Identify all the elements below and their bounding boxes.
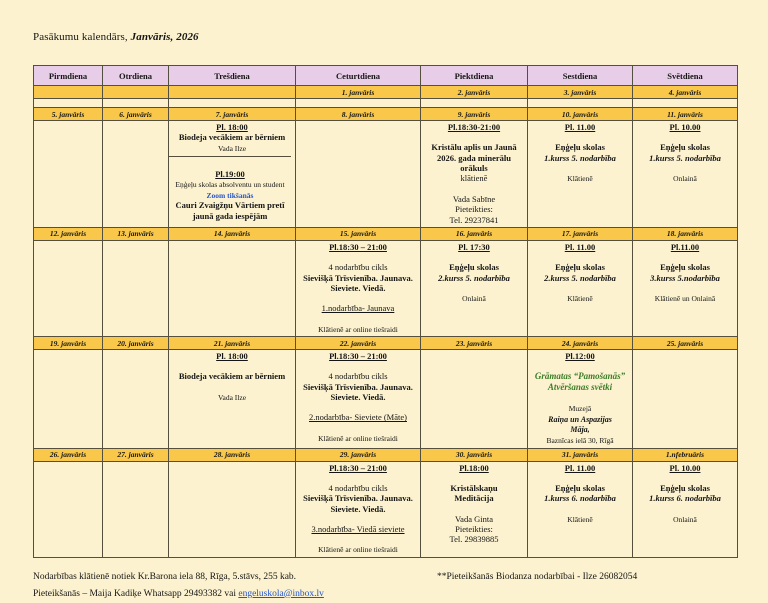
event-text: Klātienē ar online tiešraidi xyxy=(318,545,398,555)
event-line xyxy=(635,463,735,473)
page-title-month: Janvāris, 2026 xyxy=(130,31,199,43)
event-line xyxy=(530,142,630,152)
date-cell: 13. janvāris xyxy=(103,227,169,240)
event-text: Baznīcas ielā 30, Rīgā xyxy=(546,436,614,446)
event-text: klātienē xyxy=(460,173,488,184)
event-line-spacer xyxy=(530,393,630,403)
event-text: Klātienē un Onlainā xyxy=(654,293,716,303)
event-text: Sievišķā Trīsvienība. Jaunava. Sieviete. Viedā. xyxy=(303,272,413,293)
event xyxy=(171,351,293,402)
event-text: Pl. 18:00 xyxy=(216,122,248,132)
date-row xyxy=(34,108,738,121)
event-text: 1.kurss 6. nodarbība xyxy=(649,493,721,504)
date-cell: 8. janvāris xyxy=(296,108,421,121)
event xyxy=(298,351,418,443)
event-line xyxy=(298,463,418,473)
event-text: Eņģeļu skolas xyxy=(555,142,605,153)
event-text: Pieteikties: xyxy=(455,204,493,215)
event-text: Klātienē ar online tiešraidi xyxy=(318,433,398,443)
date-cell: 15. janvāris xyxy=(296,227,421,240)
event-text: Pl. 10.00 xyxy=(669,462,701,473)
event-line xyxy=(635,273,735,283)
event-cell xyxy=(169,240,296,336)
email-link[interactable]: engeluskola@inbox.lv xyxy=(238,588,324,599)
event-row xyxy=(34,350,738,449)
footer-contact-line xyxy=(33,586,753,603)
event-line xyxy=(530,153,630,163)
event-line xyxy=(635,242,735,252)
event xyxy=(298,463,418,555)
event-cell xyxy=(633,121,738,228)
event-line-spacer xyxy=(530,361,630,371)
page-title-prefix: Pasākumu kalendārs, xyxy=(33,31,131,43)
event-line xyxy=(423,242,525,252)
event-text: Onlainā xyxy=(673,514,697,524)
date-cell: 3. janvāris xyxy=(528,86,633,99)
event-cell xyxy=(421,121,528,228)
calendar-body xyxy=(34,86,738,558)
date-cell: 17. janvāris xyxy=(528,227,633,240)
event-line-spacer xyxy=(635,283,735,293)
date-cell: 2. janvāris xyxy=(421,86,528,99)
date-cell xyxy=(34,86,103,99)
event-line xyxy=(530,242,630,252)
event-cell xyxy=(103,240,169,336)
date-row xyxy=(34,86,738,99)
date-cell: 5. janvāris xyxy=(34,108,103,121)
event-line xyxy=(423,524,525,534)
event-cell xyxy=(296,121,421,228)
event-line xyxy=(423,293,525,303)
date-row xyxy=(34,337,738,350)
event-cell xyxy=(34,240,103,336)
event-cell xyxy=(103,121,169,228)
event-line-spacer xyxy=(635,163,735,173)
event-line-spacer xyxy=(530,504,630,514)
event-line xyxy=(298,412,418,422)
event-line xyxy=(298,303,418,313)
event xyxy=(169,156,291,221)
zoom-meeting-link[interactable]: Zoom tikšanās xyxy=(206,190,254,200)
event-line-spacer xyxy=(530,473,630,483)
event-line xyxy=(423,483,525,493)
event-line-spacer xyxy=(423,504,525,514)
event-line-spacer xyxy=(635,473,735,483)
event-text: Pl.18:00 xyxy=(459,462,489,473)
event-text: Meditācija xyxy=(454,493,494,504)
event-line xyxy=(298,262,418,272)
event-text: 2.kurss 5. nodarbība xyxy=(438,272,510,283)
date-cell: 30. janvāris xyxy=(421,448,528,461)
date-cell: 12. janvāris xyxy=(34,227,103,240)
event-text: Atvēršanas svētki xyxy=(547,382,613,393)
date-cell: 6. janvāris xyxy=(103,108,169,121)
event-line xyxy=(298,324,418,334)
event-cell xyxy=(528,99,633,108)
event-line-spacer xyxy=(298,534,418,544)
event-text: Raiņa un Aspazijas xyxy=(548,414,612,424)
date-cell: 20. janvāris xyxy=(103,337,169,350)
event-line xyxy=(530,262,630,272)
event xyxy=(423,463,525,545)
event-text: 2.nodarbība- Sieviete (Māte) xyxy=(309,412,407,423)
date-cell: 25. janvāris xyxy=(633,337,738,350)
event-cell xyxy=(34,121,103,228)
date-cell: 24. janvāris xyxy=(528,337,633,350)
event-text: Pl. 18:00 xyxy=(216,351,248,362)
event-text: Vada Sabīne xyxy=(452,193,496,204)
event-line-spacer xyxy=(635,132,735,142)
event-text: Klātienē xyxy=(567,174,593,184)
date-cell: 7. janvāris xyxy=(169,108,296,121)
event-line-spacer xyxy=(530,283,630,293)
event-line xyxy=(423,194,525,204)
event-text: Pl.12:00 xyxy=(565,351,595,362)
event-line-spacer xyxy=(298,402,418,412)
event-line xyxy=(298,483,418,493)
event-cell xyxy=(528,350,633,449)
event-text: Tel. 29237841 xyxy=(449,214,499,225)
event-line xyxy=(298,382,418,403)
event-cell xyxy=(421,461,528,557)
event-text: Eņģeļu skolas xyxy=(660,142,710,153)
event-cell xyxy=(633,350,738,449)
event xyxy=(530,351,630,446)
event-line-spacer xyxy=(298,314,418,324)
event-cell xyxy=(421,240,528,336)
event-line-spacer xyxy=(635,504,735,514)
footer xyxy=(33,569,753,603)
date-cell: 26. janvāris xyxy=(34,448,103,461)
event-line-spacer xyxy=(530,252,630,262)
event-line-spacer xyxy=(171,382,293,392)
event-line-spacer xyxy=(423,473,525,483)
weekday-header-wednesday: Trešdiena xyxy=(169,66,296,86)
event-line xyxy=(298,544,418,554)
event-line xyxy=(298,351,418,361)
event-text: Sievišķā Trīsvienība. Jaunava. Sieviete. Viedā. xyxy=(303,493,413,514)
event-line-spacer xyxy=(298,252,418,262)
event-row xyxy=(34,99,738,108)
event-line xyxy=(171,392,293,402)
event-cell xyxy=(296,240,421,336)
event-line-spacer xyxy=(298,293,418,303)
event-line xyxy=(530,414,630,425)
event-cell xyxy=(103,350,169,449)
event-line-spacer xyxy=(423,132,525,142)
footer-biodanza-note: **Pieteikšanās Biodanza nodarbībai - Ilze 26082054 xyxy=(437,571,638,582)
event-text: Māja, xyxy=(570,425,590,435)
event-cell xyxy=(633,99,738,108)
event-line xyxy=(530,122,630,132)
date-cell: 29. janvāris xyxy=(296,448,421,461)
event-text: Eņģeļu skolas xyxy=(660,262,710,273)
event-line xyxy=(635,483,735,493)
event-text: Pl. 11.00 xyxy=(564,122,596,132)
event-cell xyxy=(296,461,421,557)
event xyxy=(423,242,525,303)
event-text: Onlainā xyxy=(673,174,697,184)
event-line xyxy=(635,122,735,132)
event-line xyxy=(171,351,293,361)
event-line xyxy=(171,200,289,221)
event-text: Pl. 11.00 xyxy=(564,241,596,252)
event-text: Grāmatas “Pamošanās” xyxy=(534,371,626,382)
date-cell: 21. janvāris xyxy=(169,337,296,350)
event-text: Eņģeļu skolas absolventu un student xyxy=(175,180,285,190)
date-cell: 31. janvāris xyxy=(528,448,633,461)
weekday-header-thursday: Ceturtdiena xyxy=(296,66,421,86)
event-line xyxy=(530,435,630,445)
date-cell: 28. janvāris xyxy=(169,448,296,461)
event-line xyxy=(423,493,525,503)
event-cell xyxy=(528,240,633,336)
event-text: Eņģeļu skolas xyxy=(555,262,605,273)
event xyxy=(635,242,735,303)
event-line xyxy=(530,424,630,435)
event-text: Pl.18:30-21:00 xyxy=(447,122,501,132)
event-line xyxy=(171,132,293,142)
event-text: 2.kurss 5. nodarbība xyxy=(544,272,616,283)
event-line xyxy=(635,142,735,152)
event-cell xyxy=(528,121,633,228)
date-cell: 18. janvāris xyxy=(633,227,738,240)
event-row xyxy=(34,240,738,336)
event-text: Pl. 11.00 xyxy=(564,462,596,473)
event-line xyxy=(298,433,418,443)
event-cell xyxy=(169,121,296,228)
event-text: 4 nodarbību cikls xyxy=(328,482,388,493)
event-line xyxy=(530,403,630,413)
event-line xyxy=(423,204,525,214)
calendar-table xyxy=(33,65,738,558)
event-text: 1.kurss 6. nodarbība xyxy=(544,493,616,504)
event-line xyxy=(635,493,735,503)
event-row xyxy=(34,461,738,557)
date-cell: 4. janvāris xyxy=(633,86,738,99)
weekday-header-sunday: Svētdiena xyxy=(633,66,738,86)
event-text: Pl. 10.00 xyxy=(669,122,701,132)
event-line xyxy=(171,169,289,179)
event-text: Vada Ilze xyxy=(217,392,247,402)
event-text: 1.kurss 5. nodarbība xyxy=(544,152,616,163)
event-cell xyxy=(34,99,103,108)
event-text: Cauri Zvaigžņu Vārtiem pretī jaunā gada iespējām xyxy=(175,200,285,221)
event-line xyxy=(423,173,525,183)
event-cell xyxy=(633,240,738,336)
footer-address-line: Nodarbības klātienē notiek Kr.Barona iela 88, Rīga, 5.stāvs, 255 kab. xyxy=(33,571,297,582)
event-text: Onlainā xyxy=(462,293,486,303)
event-cell xyxy=(103,461,169,557)
event-text: Biodeja vecākiem ar bērniem xyxy=(178,371,286,382)
event-line xyxy=(635,173,735,183)
event-line xyxy=(635,293,735,303)
event xyxy=(171,122,293,153)
event-text: Pieteikties: xyxy=(455,523,493,534)
event-cell xyxy=(34,350,103,449)
event-line xyxy=(423,514,525,524)
date-cell: 14. janvāris xyxy=(169,227,296,240)
event-line-spacer xyxy=(423,283,525,293)
event xyxy=(298,242,418,334)
event-line xyxy=(298,524,418,534)
event-text: Kristālu aplis un Jaunā 2026. gada minerālu orākuls xyxy=(431,142,517,174)
weekday-header-monday: Pirmdiena xyxy=(34,66,103,86)
event-line xyxy=(423,273,525,283)
weekday-header-saturday: Sestdiena xyxy=(528,66,633,86)
event-text: Vada Ilze xyxy=(217,143,247,153)
event-line xyxy=(423,122,525,132)
date-cell: 19. janvāris xyxy=(34,337,103,350)
date-cell: 16. janvāris xyxy=(421,227,528,240)
event-line xyxy=(171,371,293,381)
date-cell: 9. janvāris xyxy=(421,108,528,121)
event-line-spacer xyxy=(423,252,525,262)
event-text: 1.kurss 5. nodarbība xyxy=(649,152,721,163)
date-cell: 11. janvāris xyxy=(633,108,738,121)
event-text: 1.nodarbība- Jaunava xyxy=(321,303,395,314)
event-line xyxy=(530,514,630,524)
event-text: Pl. 17:30 xyxy=(458,241,490,252)
event-text: Klātienē xyxy=(567,293,593,303)
event-line-spacer xyxy=(171,159,289,169)
event-line xyxy=(530,371,630,382)
date-cell: 1. janvāris xyxy=(296,86,421,99)
date-cell: 1.nfebruāris xyxy=(633,448,738,461)
page-title xyxy=(33,31,768,43)
event-text: Kristālskaņu xyxy=(450,482,498,493)
event-text: Sievišķā Trīsvienība. Jaunava. Sieviete. Viedā. xyxy=(303,381,413,403)
event-text: Tel. 29839885 xyxy=(449,534,499,545)
event-line-spacer xyxy=(298,361,418,371)
event-cell xyxy=(34,461,103,557)
event-text: Muzejā xyxy=(568,404,592,414)
event-cell xyxy=(169,99,296,108)
event-text: Biodeja vecākiem ar bērniem xyxy=(178,132,286,143)
event xyxy=(635,122,735,183)
event-line-spacer xyxy=(298,423,418,433)
event-line xyxy=(423,534,525,544)
event-line xyxy=(530,463,630,473)
event-cell xyxy=(421,350,528,449)
event-line xyxy=(530,483,630,493)
event-text: Klātienē xyxy=(567,514,593,524)
event-text: Pl.11.00 xyxy=(670,241,700,252)
event-text: Pl.19:00 xyxy=(215,169,245,180)
event-text: 3.nodarbība- Viedā sieviete xyxy=(311,523,405,534)
event-line-spacer xyxy=(530,163,630,173)
event-line-spacer xyxy=(530,132,630,142)
event-line xyxy=(298,493,418,514)
event-line xyxy=(530,382,630,393)
event-line-spacer xyxy=(635,252,735,262)
date-cell: 10. janvāris xyxy=(528,108,633,121)
event-text: Eņģeļu skolas xyxy=(660,482,710,493)
event-text: Klātienē ar online tiešraidi xyxy=(318,324,398,334)
event-line xyxy=(298,273,418,294)
event-line xyxy=(423,262,525,272)
event-text: Pl.18:30 – 21:00 xyxy=(329,462,387,473)
event-line xyxy=(298,242,418,252)
event-line xyxy=(423,463,525,473)
event xyxy=(530,463,630,524)
date-cell xyxy=(103,86,169,99)
event-line-spacer xyxy=(298,514,418,524)
event-line xyxy=(530,273,630,283)
weekday-header-row xyxy=(34,66,738,86)
event-line-spacer xyxy=(423,184,525,194)
event-line xyxy=(298,371,418,381)
date-cell: 23. janvāris xyxy=(421,337,528,350)
event-line xyxy=(423,142,525,173)
event-cell xyxy=(633,461,738,557)
event xyxy=(530,122,630,183)
date-cell: 22. janvāris xyxy=(296,337,421,350)
weekday-header-tuesday: Otrdiena xyxy=(103,66,169,86)
event-text: 3.kurss 5.nodarbība xyxy=(650,272,720,283)
event-text: Pl.18:30 – 21:00 xyxy=(329,241,387,252)
event-cell xyxy=(421,99,528,108)
event-text: Eņģeļu skolas xyxy=(449,262,499,273)
date-cell xyxy=(169,86,296,99)
event xyxy=(423,122,525,225)
event-line xyxy=(530,351,630,361)
event-cell xyxy=(528,461,633,557)
event-line xyxy=(635,514,735,524)
event-cell xyxy=(169,461,296,557)
weekday-header-friday: Piektdiena xyxy=(421,66,528,86)
event-cell xyxy=(169,350,296,449)
event-line xyxy=(530,293,630,303)
event-line xyxy=(171,122,293,132)
event-row xyxy=(34,121,738,228)
event-line-spacer xyxy=(171,361,293,371)
date-cell: 27. janvāris xyxy=(103,448,169,461)
event-text: 4 nodarbību cikls xyxy=(328,371,388,382)
event-line xyxy=(635,262,735,272)
event-line xyxy=(423,215,525,225)
event-cell xyxy=(296,99,421,108)
event-cell xyxy=(296,350,421,449)
date-row xyxy=(34,448,738,461)
event-line xyxy=(635,153,735,163)
event-text: 4 nodarbību cikls xyxy=(328,262,388,273)
event-line xyxy=(171,143,293,153)
event-text: Eņģeļu skolas xyxy=(555,482,605,493)
footer-contact-text: Pieteikšanās – Maija Kadiķe Whatsapp 29493382 vai xyxy=(33,588,239,599)
event xyxy=(635,463,735,524)
event xyxy=(530,242,630,303)
event-line xyxy=(171,179,289,200)
event-cell xyxy=(103,99,169,108)
date-row xyxy=(34,227,738,240)
event-line xyxy=(530,493,630,503)
event-line-spacer xyxy=(298,473,418,483)
event-text: Vada Ginta xyxy=(454,513,493,524)
event-line xyxy=(530,173,630,183)
event-text: Pl.18:30 – 21:00 xyxy=(329,351,387,362)
